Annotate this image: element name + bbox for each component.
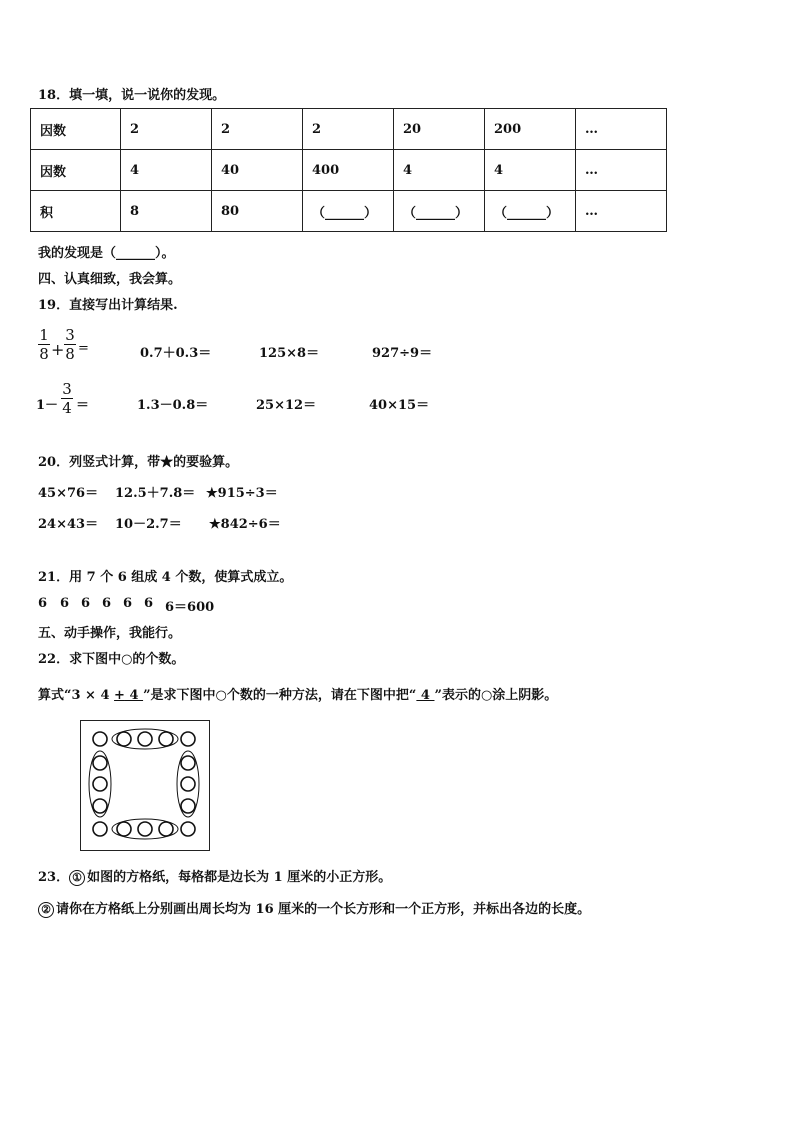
- table-cell: 40: [212, 150, 303, 191]
- digit: 6: [144, 596, 154, 611]
- circle: [181, 799, 195, 813]
- denominator: 4: [62, 399, 72, 417]
- q20-title: 20．列竖式计算，带★的要验算。: [38, 455, 239, 470]
- digit: 6: [60, 596, 70, 611]
- circle: [93, 822, 107, 836]
- answer-blank[interactable]: （______）: [394, 191, 485, 232]
- four-underlined: 4: [124, 688, 144, 703]
- row-header: 因数: [31, 109, 121, 150]
- numerator: 1: [39, 326, 49, 344]
- digit: 6: [102, 596, 112, 611]
- calc-item: 1.3－0.8＝: [137, 398, 209, 413]
- numerator: 3: [65, 326, 75, 344]
- table-row: [31, 191, 667, 232]
- calc-item: 125×8＝: [259, 346, 320, 361]
- figure-frame: [81, 721, 210, 851]
- circle: [93, 777, 107, 791]
- circle-figure: [80, 720, 210, 851]
- calc-item: ★842÷6＝: [209, 517, 281, 532]
- section-four-heading: 四、认真细致，我会算。: [38, 272, 182, 287]
- circle: [181, 777, 195, 791]
- numerator: 3: [62, 380, 72, 398]
- table-row: [31, 150, 667, 191]
- circled-two-icon: ②: [38, 902, 54, 918]
- q22-title: 22．求下图中○的个数。: [38, 652, 185, 667]
- table-cell: 200: [485, 109, 576, 150]
- calc-item: 12.5＋7.8＝: [115, 486, 196, 501]
- row-header: 积: [31, 191, 121, 232]
- instruction-text: ”表示的○涂上阴影。: [434, 688, 558, 703]
- q21-title: 21．用 7 个 6 组成 4 个数，使算式成立。: [38, 570, 293, 585]
- fraction-one-eighth: [38, 327, 50, 362]
- table-cell: 8: [121, 191, 212, 232]
- circle: [93, 732, 107, 746]
- table-cell: 20: [394, 109, 485, 150]
- instruction-text: 算式“3 × 4: [38, 688, 115, 703]
- one-minus: 1－: [36, 398, 59, 413]
- calc-item: 25×12＝: [256, 398, 317, 413]
- circle: [93, 756, 107, 770]
- table-cell: 2: [212, 109, 303, 150]
- q23-text: 请你在方格纸上分别画出周长均为 16 厘米的一个长方形和一个正方形，并标出各边的长度。: [56, 902, 591, 917]
- circle: [159, 732, 173, 746]
- calc-item: 45×76＝: [38, 486, 99, 501]
- digit: 6: [81, 596, 91, 611]
- factor-table: [30, 108, 667, 232]
- circle: [181, 732, 195, 746]
- denominator: 8: [65, 345, 75, 363]
- q18-title: 18．填一填，说一说你的发现。: [38, 88, 226, 103]
- table-cell: 2: [121, 109, 212, 150]
- q23-text: 如图的方格纸，每格都是边长为 1 厘米的小正方形。: [87, 870, 392, 885]
- table-cell: 80: [212, 191, 303, 232]
- plus-sign: +: [51, 340, 65, 359]
- instruction-text: ”是求下图中○个数的一种方法，请在下图中把“: [143, 688, 417, 703]
- circle: [117, 732, 131, 746]
- calc-item: 0.7＋0.3＝: [140, 346, 212, 361]
- table-cell: 4: [121, 150, 212, 191]
- q23-line1: [38, 866, 391, 886]
- q23-line2: [38, 898, 590, 918]
- digit: 6: [38, 596, 48, 611]
- circle: [138, 732, 152, 746]
- digit-equation-end: 6＝600: [165, 600, 215, 615]
- circle: [181, 756, 195, 770]
- finding-blank[interactable]: 我的发现是（______）。: [38, 246, 175, 261]
- circle: [117, 822, 131, 836]
- fraction-three-quarters: [61, 381, 73, 416]
- calc-item: ★915÷3＝: [206, 486, 278, 501]
- circle: [138, 822, 152, 836]
- denominator: 8: [39, 345, 49, 363]
- table-row: [31, 109, 667, 150]
- fraction-three-eighths: [64, 327, 76, 362]
- q22-instruction: [38, 684, 557, 703]
- plus-underlined: +: [114, 688, 125, 703]
- section-five-heading: 五、动手操作，我能行。: [38, 626, 182, 641]
- q19-title: 19．直接写出计算结果.: [38, 298, 178, 313]
- table-cell: …: [576, 191, 667, 232]
- calc-item: 10－2.7＝: [115, 517, 182, 532]
- four-underlined: 4: [416, 688, 435, 703]
- question-number: 23．: [38, 870, 70, 885]
- circled-one-icon: ①: [69, 870, 85, 886]
- table-cell: …: [576, 109, 667, 150]
- calc-item: 40×15＝: [369, 398, 430, 413]
- calc-item: 927÷9＝: [372, 346, 433, 361]
- digit: 6: [123, 596, 133, 611]
- circle: [181, 822, 195, 836]
- equals-sign: ＝: [76, 398, 90, 413]
- table-cell: 2: [303, 109, 394, 150]
- circle: [159, 822, 173, 836]
- row-header: 因数: [31, 150, 121, 191]
- table-cell: 4: [485, 150, 576, 191]
- answer-blank[interactable]: （______）: [303, 191, 394, 232]
- table-cell: …: [576, 150, 667, 191]
- answer-blank[interactable]: （______）: [485, 191, 576, 232]
- equals-sign: =: [78, 341, 89, 356]
- table-cell: 400: [303, 150, 394, 191]
- circle: [93, 799, 107, 813]
- table-cell: 4: [394, 150, 485, 191]
- calc-item: 24×43＝: [38, 517, 99, 532]
